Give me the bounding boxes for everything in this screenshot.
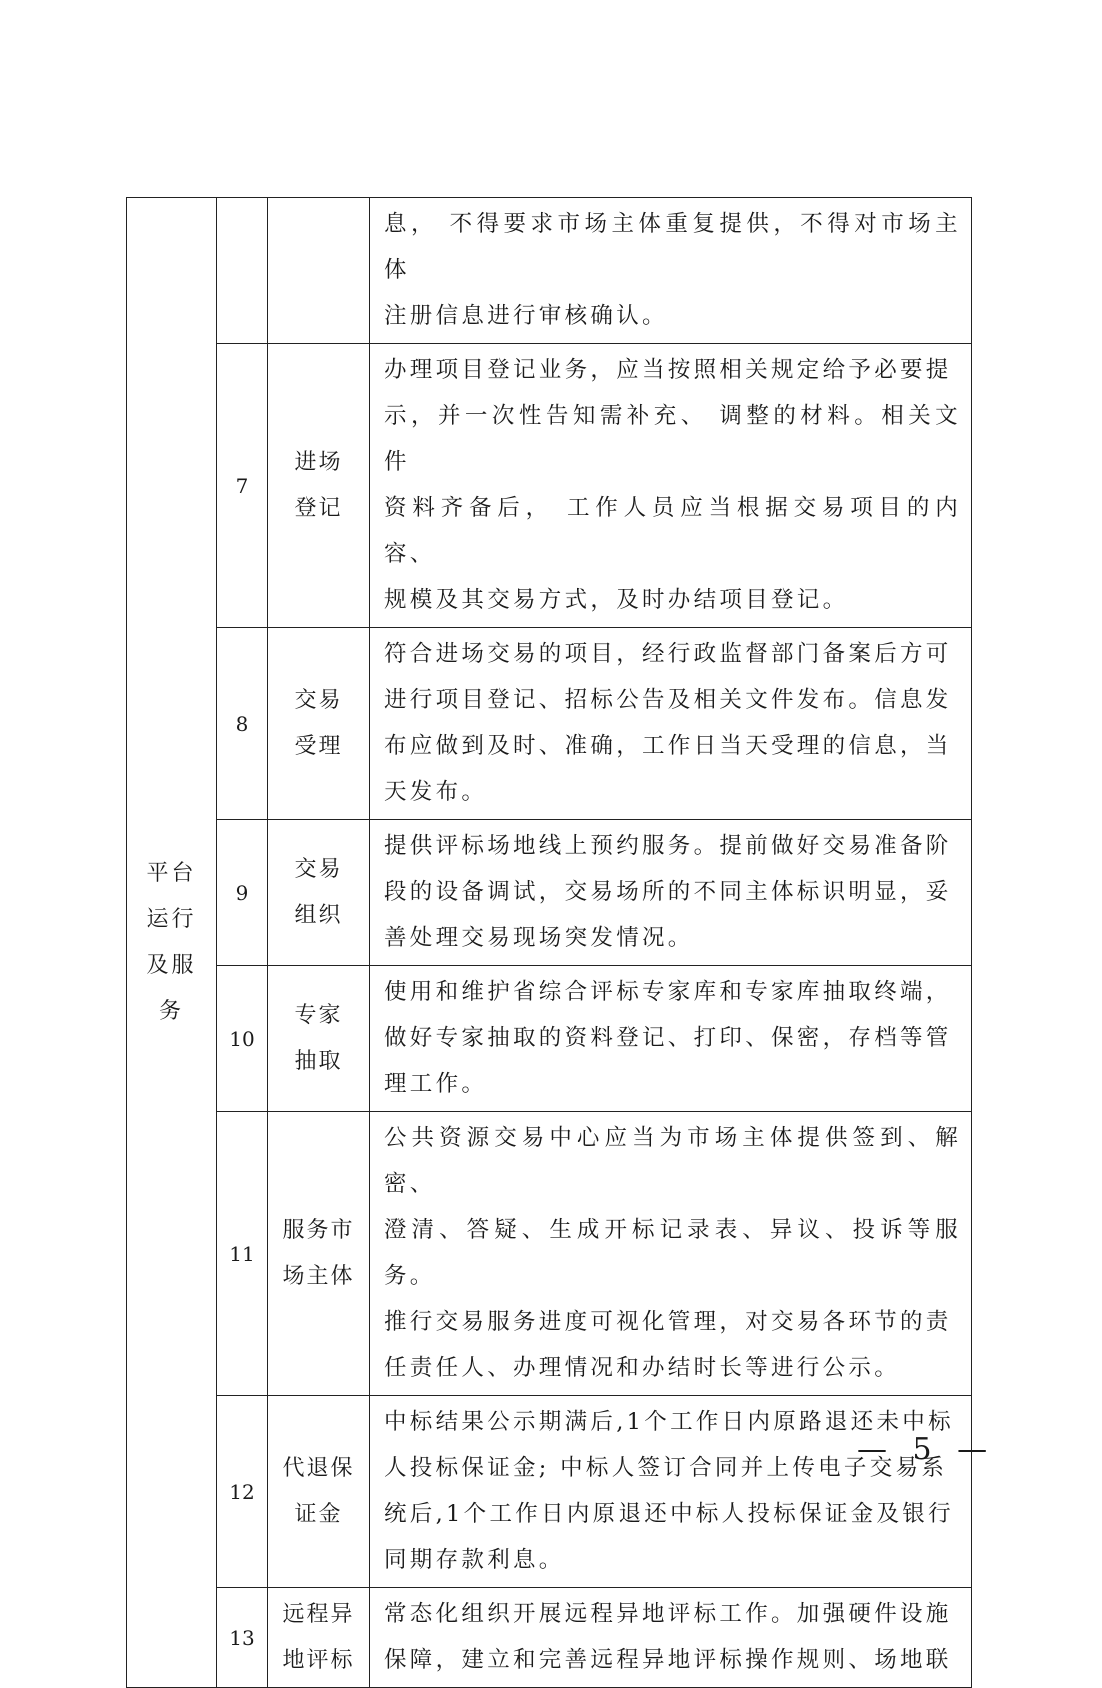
content-line: 统后,1个工作日内原退还中标人投标保证金及银行 bbox=[384, 1501, 954, 1527]
content-line: 办理项目登记业务，应当按照相关规定给予必要提 bbox=[384, 357, 952, 383]
content-line: 段的设备调试，交易场所的不同主体标识明显，妥 bbox=[384, 879, 952, 905]
content-line: 常态化组织开展远程异地评标工作。加强硬件设施 bbox=[384, 1601, 952, 1627]
item-name-line: 服务市 bbox=[282, 1217, 355, 1243]
item-name bbox=[268, 1588, 370, 1688]
row-number: 13 bbox=[217, 1588, 268, 1688]
content-line: 理工作。 bbox=[384, 1071, 488, 1097]
item-name-line: 地评标 bbox=[282, 1647, 355, 1673]
content-line: 使用和维护省综合评标专家库和专家库抽取终端， bbox=[384, 979, 952, 1005]
table-row bbox=[127, 1112, 972, 1396]
table-row bbox=[127, 1588, 972, 1688]
row-number: 8 bbox=[217, 628, 268, 820]
item-name bbox=[268, 966, 370, 1112]
table-row bbox=[127, 344, 972, 628]
content-line: 规模及其交易方式，及时办结项目登记。 bbox=[384, 587, 849, 613]
item-content bbox=[370, 198, 972, 344]
content-line: 进行项目登记、招标公告及相关文件发布。信息发 bbox=[384, 687, 952, 713]
content-line: 保障，建立和完善远程异地评标操作规则、场地联 bbox=[384, 1647, 952, 1673]
item-name-line: 抽取 bbox=[294, 1048, 343, 1074]
content-line: 天发布。 bbox=[384, 779, 488, 805]
item-name-line: 进场 bbox=[294, 449, 343, 475]
content-line: 资料齐备后， 工作人员应当根据交易项目的内容、 bbox=[384, 495, 961, 567]
item-name-line: 场主体 bbox=[282, 1263, 355, 1289]
table-row bbox=[127, 966, 972, 1112]
item-content bbox=[370, 628, 972, 820]
item-name bbox=[268, 1396, 370, 1588]
table-row bbox=[127, 1396, 972, 1588]
item-name-line: 交易 bbox=[294, 856, 343, 882]
item-name-line: 交易 bbox=[294, 687, 343, 713]
content-line: 人投标保证金; 中标人签订合同并上传电子交易系 bbox=[384, 1455, 948, 1481]
category-line: 务 bbox=[158, 998, 184, 1024]
content-line: 做好专家抽取的资料登记、打印、保密，存档等管 bbox=[384, 1025, 952, 1051]
row-number: 9 bbox=[217, 820, 268, 966]
row-number: 12 bbox=[217, 1396, 268, 1588]
table-row bbox=[127, 198, 972, 344]
content-line: 布应做到及时、准确，工作日当天受理的信息，当 bbox=[384, 733, 952, 759]
content-line: 中标结果公示期满后,1个工作日内原路退还未中标 bbox=[384, 1409, 954, 1435]
item-name-line: 代退保 bbox=[282, 1455, 355, 1481]
item-name-line: 证金 bbox=[294, 1501, 343, 1527]
content-line: 推行交易服务进度可视化管理，对交易各环节的责 bbox=[384, 1309, 952, 1335]
item-name bbox=[268, 344, 370, 628]
item-name bbox=[268, 198, 370, 344]
category-line: 平台 bbox=[146, 860, 197, 886]
item-content bbox=[370, 1396, 972, 1588]
table-row bbox=[127, 628, 972, 820]
item-name bbox=[268, 628, 370, 820]
item-name bbox=[268, 1112, 370, 1396]
item-content bbox=[370, 966, 972, 1112]
item-name-line: 远程异 bbox=[282, 1601, 355, 1627]
content-line: 示，并一次性告知需补充、 调整的材料。相关文件 bbox=[384, 403, 961, 475]
item-name bbox=[268, 820, 370, 966]
row-number bbox=[217, 198, 268, 344]
content-line: 提供评标场地线上预约服务。提前做好交易准备阶 bbox=[384, 833, 952, 859]
content-line: 善处理交易现场突发情况。 bbox=[384, 925, 694, 951]
category-cell bbox=[127, 198, 217, 1688]
content-line: 任责任人、办理情况和办结时长等进行公示。 bbox=[384, 1355, 901, 1381]
content-line: 注册信息进行审核确认。 bbox=[384, 303, 668, 329]
item-name-line: 受理 bbox=[294, 733, 343, 759]
item-content bbox=[370, 1588, 972, 1688]
item-content bbox=[370, 344, 972, 628]
category-line: 及服 bbox=[146, 952, 197, 978]
content-line: 公共资源交易中心应当为市场主体提供签到、解密、 bbox=[384, 1125, 961, 1197]
service-table bbox=[126, 197, 972, 1688]
table-row bbox=[127, 820, 972, 966]
row-number: 11 bbox=[217, 1112, 268, 1396]
content-line: 息， 不得要求市场主体重复提供，不得对市场主体 bbox=[384, 211, 961, 283]
item-name-line: 组织 bbox=[294, 902, 343, 928]
page-number: — 5 — bbox=[857, 1432, 996, 1467]
content-line: 符合进场交易的项目，经行政监督部门备案后方可 bbox=[384, 641, 952, 667]
row-number: 7 bbox=[217, 344, 268, 628]
content-line: 澄清、答疑、生成开标记录表、异议、投诉等服务。 bbox=[384, 1217, 961, 1289]
item-name-line: 专家 bbox=[294, 1002, 343, 1028]
item-content bbox=[370, 820, 972, 966]
category-line: 运行 bbox=[146, 906, 197, 932]
content-line: 同期存款利息。 bbox=[384, 1547, 565, 1573]
row-number: 10 bbox=[217, 966, 268, 1112]
item-content bbox=[370, 1112, 972, 1396]
item-name-line: 登记 bbox=[294, 495, 343, 521]
